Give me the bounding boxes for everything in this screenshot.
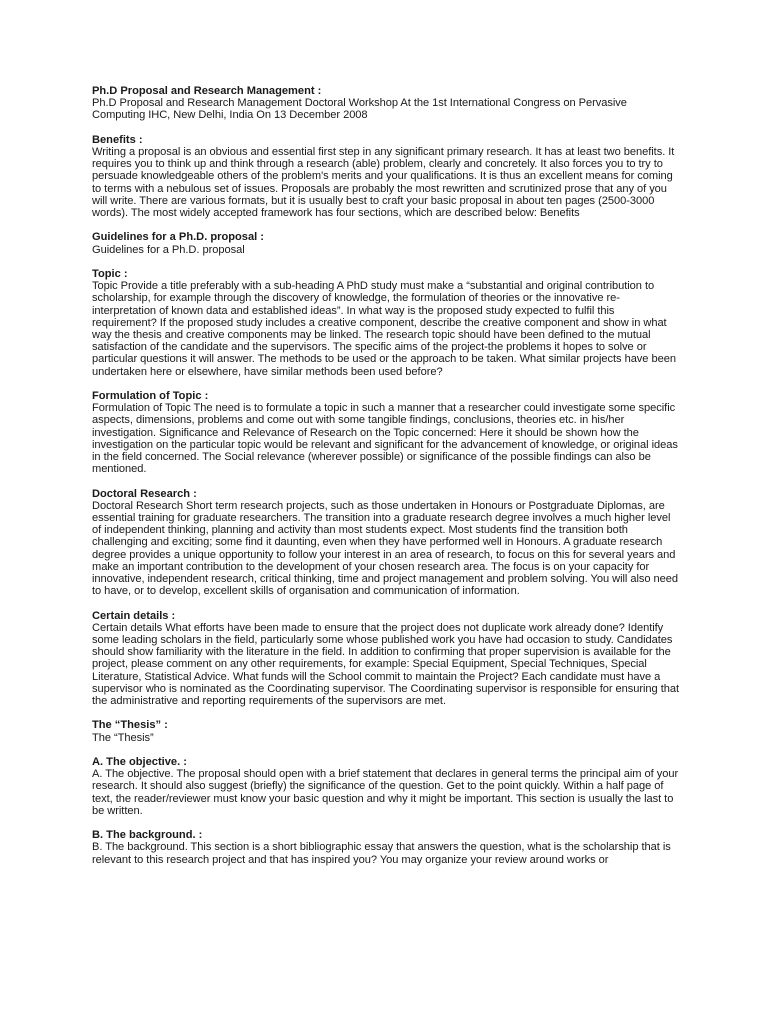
section-body: Writing a proposal is an obvious and essential first step in any significant primary research. It has at least two benefits. It requires you to think up and think through a research (able) problem, clearly and concretely. It also forces you to try to persuade knowledgeable others of the problem's merits and your qualifications. It is thus an excellent means for coming to terms with a nebulous set of issues. Proposals are probably the most rewritten and scrutinized prose that any of you will write. There are various formats, but it is usually best to craft your basic proposal in about ten pages (2500-3000 words). The most widely accepted framework has four sections, which are described below: Benefits — [92, 146, 675, 220]
section-body: The “Thesis” — [92, 731, 154, 744]
section-certain-details — [92, 610, 682, 708]
section-body: B. The background. This section is a short bibliographic essay that answers the question, what is the scholarship that is relevant to this research project and that has inspired you? You may organize your review around works or — [92, 841, 671, 866]
section-body: Formulation of Topic The need is to formulate a topic in such a manner that a researcher could investigate some specific aspects, dimensions, problems and come out with some tangible findings, conclusions, theories etc. in his/her investigation. Significance and Relevance of Research on the Topic concerned: Here it should be shown how the investigation on the particular topic would be relevant and significant for the advancement of knowledge, or original ideas in the field concerned. The Social relevance (wherever possible) or significance of the possible findings can also be mentioned. — [92, 402, 678, 476]
section-objective — [92, 756, 682, 817]
section-heading: Guidelines for a Ph.D. proposal : — [92, 231, 264, 244]
section-body: Ph.D Proposal and Research Management Doctoral Workshop At the 1st International Congress on Pervasive Computing IHC, New Delhi, India On 13 December 2008 — [92, 97, 627, 122]
section-body: Guidelines for a Ph.D. proposal — [92, 243, 245, 256]
section-thesis — [92, 719, 682, 743]
section-heading: B. The background. : — [92, 829, 203, 842]
section-topic — [92, 268, 682, 378]
section-guidelines — [92, 231, 682, 255]
section-body: A. The objective. The proposal should open with a brief statement that declares in general terms the principal aim of your research. It should also suggest (briefly) the significance of the question. Get to the point quickly. Within a half page of text, the reader/reviewer must know your basic question and why it might be important. This section is usually the last to be written. — [92, 768, 679, 817]
section-body: Doctoral Research Short term research projects, such as those undertaken in Honours or Postgraduate Diplomas, are essential training for graduate researchers. The transition into a graduate research degree involves a much higher level of independent thinking, planning and activity than most students expect. Most students find the transition both challenging and exciting; some find it daunting, even when they have performed well in Honours. A graduate research degree provides a unique opportunity to follow your interest in an area of research, to focus on this for several years and make an important contribution to the development of your chosen research area. The focus is on your capacity for innovative, independent research, critical thinking, time and project management and problem solving. You will also need to have, or to develop, excellent skills of organisation and communication of information. — [92, 499, 679, 598]
section-heading: The “Thesis” : — [92, 719, 168, 732]
section-proposal-intro — [92, 85, 682, 122]
document-page — [92, 85, 682, 878]
section-body: Certain details What efforts have been made to ensure that the project does not duplicate work already done? Identify some leading scholars in the field, particularly some whose published work you have had occasion to study. Candidates should show familiarity with the literature in the field. In addition to confirming that proper supervision is available for the project, please comment on any other requirements, for example: Special Equipment, Special Techniques, Special Literature, Statistical Advice. What funds will the School commit to maintain the Project? Each candidate must have a supervisor who is nominated as the Coordinating supervisor. The Coordinating supervisor is responsible for ensuring that the administrative and reporting requirements of the supervisors are met. — [92, 621, 680, 708]
section-heading: A. The objective. : — [92, 756, 187, 769]
section-doctoral-research — [92, 488, 682, 598]
section-heading: Doctoral Research : — [92, 487, 197, 500]
section-heading: Formulation of Topic : — [92, 390, 209, 403]
section-background — [92, 829, 682, 866]
section-heading: Benefits : — [92, 133, 143, 146]
section-heading: Topic : — [92, 268, 128, 280]
section-heading: Certain details : — [92, 609, 176, 622]
section-benefits — [92, 134, 682, 219]
section-heading: Ph.D Proposal and Research Management : — [92, 85, 322, 97]
section-formulation-of-topic — [92, 390, 682, 475]
section-body: Topic Provide a title preferably with a sub-heading A PhD study must make a “substantial and original contribution to scholarship, for example through the discovery of knowledge, the formulation of theories or the innovative re-interpretation of known data and established ideas”. In what way is the proposed study expected to fulfil this requirement? If the proposed study includes a creative component, describe the creative component and show in what way the thesis and creative components may be linked. The research topic should have been defined to the mutual satisfaction of the candidate and the supervisors. The specific aims of the project-the problems it hopes to solve or particular questions it will answer. The methods to be used or the approach to be taken. What similar projects have been undertaken here or elsewhere, have similar methods been used before? — [92, 280, 676, 378]
